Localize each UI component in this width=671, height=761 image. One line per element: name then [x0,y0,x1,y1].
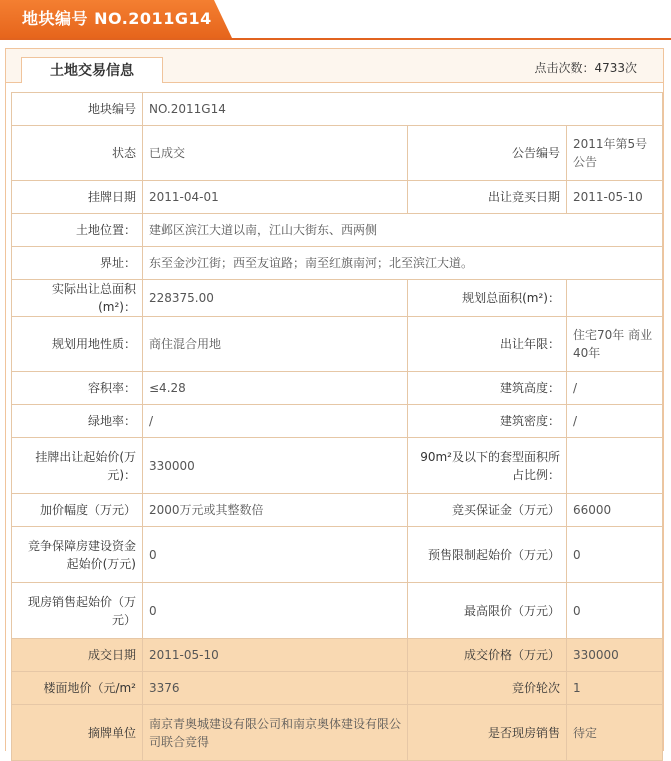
spot-selling-label: 是否现房销售 [408,705,567,761]
table-row [12,705,663,761]
boundary-value: 东至金沙江街；西至友谊路；南至红旗南河；北至滨江大道。 [143,247,663,280]
max-price-value: 0 [567,583,663,639]
parcel-no-value: NO.2011G14 [143,93,663,126]
boundary-label: 界址： [12,247,143,280]
housing-fund-value: 0 [143,527,408,583]
panel-header [6,49,663,83]
floor-price-value: 3376 [143,672,408,705]
green-ratio-value: / [143,405,408,438]
actual-area-label: 实际出让总面积(m²)： [12,280,143,317]
notice-no-value: 2011年第5号公告 [567,126,663,181]
page-title: 地块编号 NO.2011G14 [22,9,212,28]
spot-sale-label: 现房销售起始价（万元） [12,583,143,639]
table-row [12,494,663,527]
land-info-table [11,92,663,761]
start-price-value: 330000 [143,438,408,494]
height-value: / [567,372,663,405]
table-row [12,214,663,247]
deal-price-value: 330000 [567,639,663,672]
density-value: / [567,405,663,438]
deal-date-value: 2011-05-10 [143,639,408,672]
height-label: 建筑高度： [408,372,567,405]
deal-date-label: 成交日期 [12,639,143,672]
table-row [12,181,663,214]
land-use-label: 规划用地性质： [12,317,143,372]
small-unit-ratio-label: 90m²及以下的套型面积所占比例： [408,438,567,494]
listing-date-label: 挂牌日期 [12,181,143,214]
transfer-date-label: 出让竞买日期 [408,181,567,214]
table-row [12,438,663,494]
table-row [12,280,663,317]
location-value: 建邺区滨江大道以南，江山大街东、西两侧 [143,214,663,247]
page-header [0,0,671,40]
housing-fund-label: 竞争保障房建设资金起始价(万元) [12,527,143,583]
table-row [12,583,663,639]
far-value: ≤4.28 [143,372,408,405]
spot-sale-value: 0 [143,583,408,639]
notice-no-label: 公告编号 [408,126,567,181]
presale-limit-label: 预售限制起始价（万元） [408,527,567,583]
rounds-value: 1 [567,672,663,705]
winner-value: 南京青奥城建设有限公司和南京奥体建设有限公司联合竞得 [143,705,408,761]
actual-area-value: 228375.00 [143,280,408,317]
winner-label: 摘牌单位 [12,705,143,761]
transfer-date-value: 2011-05-10 [567,181,663,214]
table-row [12,405,663,438]
table-row [12,126,663,181]
green-ratio-label: 绿地率： [12,405,143,438]
increment-label: 加价幅度（万元） [12,494,143,527]
location-label: 土地位置： [12,214,143,247]
deposit-value: 66000 [567,494,663,527]
tab-land-transaction-info[interactable]: 土地交易信息 [21,57,163,83]
listing-date-value: 2011-04-01 [143,181,408,214]
table-row [12,527,663,583]
term-value: 住宅70年 商业40年 [567,317,663,372]
floor-price-label: 楼面地价（元/m² [12,672,143,705]
status-value: 已成交 [143,126,408,181]
spot-selling-value: 待定 [567,705,663,761]
presale-limit-value: 0 [567,527,663,583]
table-row [12,93,663,126]
table-row [12,247,663,280]
table-row [12,639,663,672]
start-price-label: 挂牌出让起始价(万元)： [12,438,143,494]
max-price-label: 最高限价（万元） [408,583,567,639]
deal-price-label: 成交价格（万元） [408,639,567,672]
parcel-no-label: 地块编号 [12,93,143,126]
deposit-label: 竞买保证金（万元） [408,494,567,527]
land-info-panel [5,48,664,751]
increment-value: 2000万元或其整数倍 [143,494,408,527]
planned-area-value [567,280,663,317]
far-label: 容积率： [12,372,143,405]
table-row [12,317,663,372]
density-label: 建筑密度： [408,405,567,438]
land-use-value: 商住混合用地 [143,317,408,372]
term-label: 出让年限： [408,317,567,372]
planned-area-label: 规划总面积(m²)： [408,280,567,317]
table-row [12,672,663,705]
small-unit-ratio-value [567,438,663,494]
table-row [12,372,663,405]
rounds-label: 竞价轮次 [408,672,567,705]
click-count: 点击次数：4733次 [534,61,637,75]
status-label: 状态 [12,126,143,181]
